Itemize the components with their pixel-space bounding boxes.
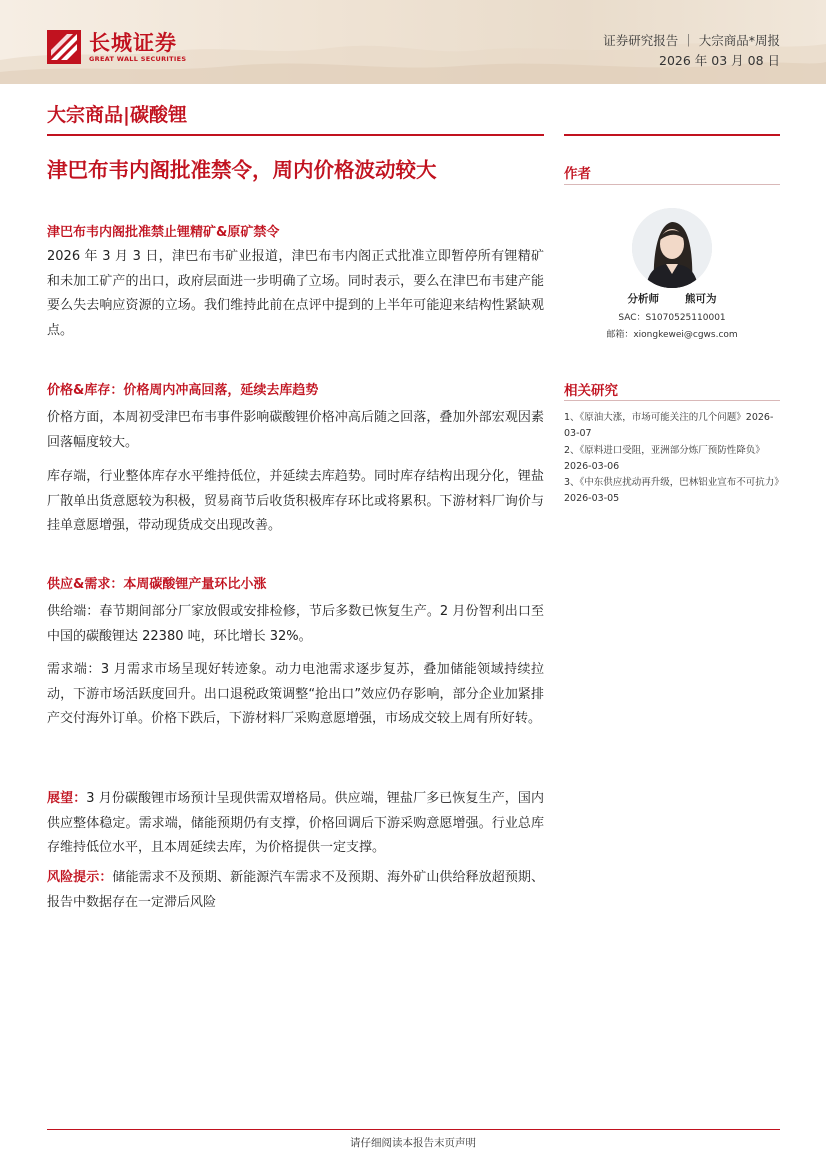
section-paragraph: 库存端，行业整体库存水平维持低位，并延续去库趋势。同时库存结构出现分化，锂盐厂散单出货意愿较为积极，贸易商节后收货积极库存环比或将累积。下游材料厂询价与挂单意愿增强，带动现货成交出现改善。 [47,469,544,533]
related-research-heading: 相关研究 [564,383,618,399]
section-paragraph: 供给端：春节期间部分厂家放假或安排检修，节后多数已恢复生产。2 月份智利出口至中国的碳酸锂达 22380 吨，环比增长 32%。 [47,604,544,644]
analyst-name: 熊可为 [685,293,717,305]
related-research-item[interactable]: 2、《原料进口受阻，亚洲部分炼厂预防性降负》2026-03-06 [564,444,765,472]
sector-label: 大宗商品|碳酸锂 [47,104,187,126]
risk-label: 风险提示： [47,870,113,885]
outlook-paragraph [47,787,544,861]
great-wall-logo-icon [47,30,81,64]
analyst-role: 分析师 [627,293,659,305]
author-heading: 作者 [564,166,591,182]
report-date: 2026 年 03 月 08 日 [659,53,780,68]
analyst-name-line [564,291,780,306]
section-paragraph: 需求端：3 月需求市场呈现好转迹象。动力电池需求逐步复苏，叠加储能领域持续拉动，下游市场活跃度回升。出口退税政策调整“抢出口”效应仍存影响，部分企业加紧排产交付海外订单。价格下跌后，下游材料厂采购意愿增强，市场成交较上周有所好转。 [47,662,544,726]
report-type: 证券研究报告 ｜ 大宗商品*周报 [603,33,780,48]
footer-divider [47,1129,780,1130]
report-title: 津巴布韦内阁批准禁令，周内价格波动较大 [47,158,437,182]
section-paragraph: 价格方面，本周初受津巴布韦事件影响碳酸锂价格冲高后随之回落，叠加外部宏观因素回落幅度较大。 [47,410,544,450]
divider [564,184,780,185]
divider [564,134,780,136]
risk-paragraph [47,866,544,915]
outlook-text: 3 月份碳酸锂市场预计呈现供需双增格局。供应端，锂盐厂多已恢复生产，国内供应整体稳定。需求端，储能预期仍有支撑，价格回调后下游采购意愿增强。行业总库存维持低位水平，且本周延续去库，为价格提供一定支撑。 [47,791,544,855]
analyst-sac: SAC：S1070525110001 [618,313,726,323]
related-research-list [564,410,782,508]
logo-chinese-name: 长城证券 [89,30,177,55]
related-research-item[interactable]: 1、《原油大涨，市场可能关注的几个问题》2026-03-07 [564,412,774,440]
section-heading: 价格&库存：价格周内冲高回落，延续去库趋势 [47,383,319,398]
section-heading: 供应&需求：本周碳酸锂产量环比小涨 [47,577,267,592]
analyst-photo-icon [632,208,712,288]
logo-english-name: GREAT WALL SECURITIES [89,54,187,63]
analyst-email: 邮箱：xiongkewei@cgws.com [606,330,738,340]
header-meta [603,31,780,71]
section-paragraph: 2026 年 3 月 3 日，津巴布韦矿业报道，津巴布韦内阁正式批准立即暂停所有锂精矿和未加工矿产的出口，政府层面进一步明确了立场。同时表示，要么在津巴布韦建产能要么失去响应资源的立场。我们维持此前在点评中提到的上半年可能迎来结构性紧缺观点。 [47,249,544,338]
divider [564,400,780,401]
outlook-label: 展望： [47,791,87,806]
section-heading: 津巴布韦内阁批准禁止锂精矿&原矿禁令 [47,225,280,240]
divider [47,134,544,136]
company-logo [47,30,186,64]
footer-disclaimer: 请仔细阅读本报告末页声明 [350,1137,476,1149]
related-research-item[interactable]: 3、《中东供应扰动再升级，巴林铝业宣布不可抗力》2026-03-05 [564,477,780,505]
risk-text: 储能需求不及预期、新能源汽车需求不及预期、海外矿山供给释放超预期、报告中数据存在一定滞后风险 [47,870,544,910]
